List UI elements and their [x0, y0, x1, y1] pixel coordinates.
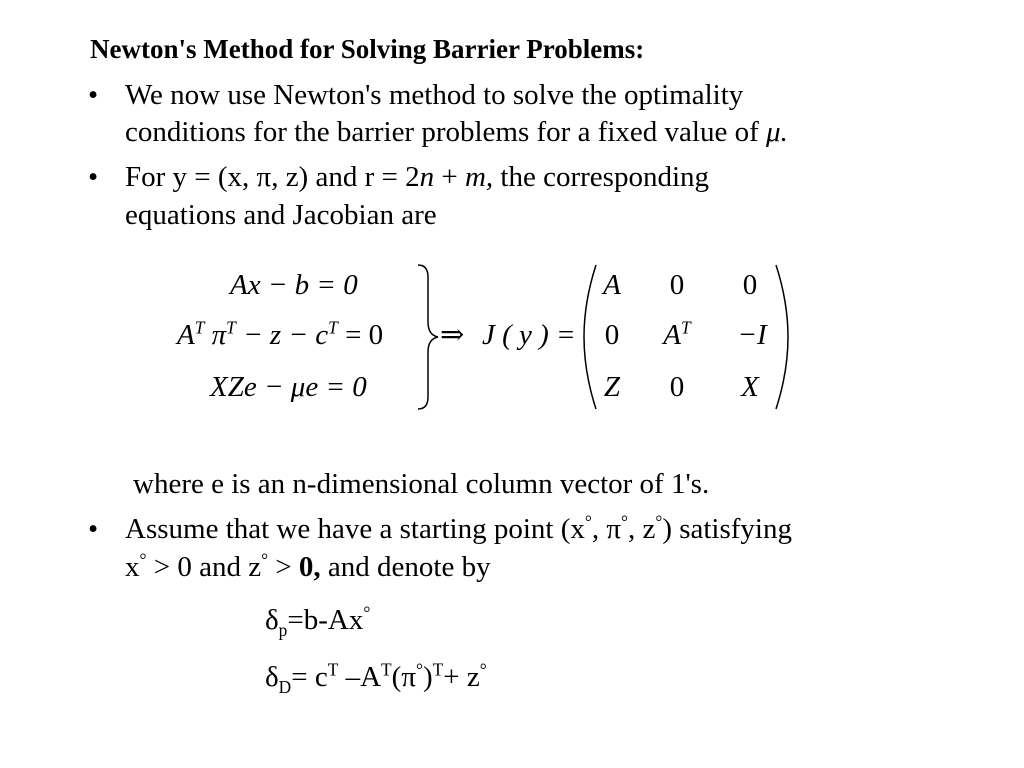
degree: ° [479, 659, 487, 680]
degree: ° [655, 511, 663, 532]
A: A [177, 319, 195, 351]
delta-p-definition [265, 602, 371, 640]
plus: + [434, 161, 465, 193]
text: and denote by [320, 551, 491, 583]
equation-2 [177, 318, 383, 352]
mu: μ. [766, 116, 788, 148]
text: Assume that we have a starting point (x [125, 513, 585, 545]
right-brace-icon [410, 262, 440, 412]
rhs: ) [422, 661, 433, 693]
pi: π [204, 319, 227, 351]
bullet-3: • [88, 513, 99, 545]
rhs: =b-Ax [287, 604, 364, 636]
equals-zero: = 0 [337, 319, 384, 351]
bullet-2-line-1 [125, 160, 709, 194]
T: T [194, 317, 205, 338]
degree: ° [584, 511, 592, 532]
matrix-cell [647, 318, 707, 352]
D: D [278, 676, 292, 697]
equation-1: Ax − b = 0 [230, 269, 358, 301]
degree: ° [415, 659, 423, 680]
equation-3: XZe − μe = 0 [210, 371, 367, 403]
text: the corresponding [493, 161, 710, 193]
text: > [268, 551, 299, 583]
matrix-cell: 0 [669, 371, 685, 403]
bullet-1: • [88, 79, 99, 111]
where-note: where e is an n-dimensional column vector of 1's. [133, 468, 710, 500]
bullet-2-line-2: equations and Jacobian are [125, 199, 437, 231]
matrix-cell: X [741, 371, 759, 403]
T: T [681, 317, 691, 338]
matrix-cell: Z [603, 371, 621, 403]
text: > 0 and z [146, 551, 262, 583]
rhs: + z [443, 661, 480, 693]
A: A [663, 319, 682, 351]
bullet-3-line-2 [125, 550, 491, 584]
slide-title: Newton's Method for Solving Barrier Problems: [90, 34, 645, 64]
pi: , π [591, 513, 621, 545]
T: T [432, 659, 444, 680]
implies-arrow: ⇒ [440, 319, 465, 351]
T: T [327, 659, 339, 680]
matrix-cell: 0 [669, 269, 685, 301]
rhs: = c [291, 661, 328, 693]
bold-zero: 0, [298, 551, 321, 583]
matrix-cell: 0 [604, 319, 620, 351]
T: T [226, 317, 236, 338]
p: p [278, 619, 288, 640]
T: T [328, 317, 338, 338]
delta-d-definition [265, 659, 487, 697]
bullet-1-line-1: We now use Newton's method to solve the optimality [125, 79, 744, 111]
z: , z [627, 513, 656, 545]
jacobian-label: J ( y ) = [482, 319, 576, 351]
rest: − z − c [235, 319, 329, 351]
matrix-cell: A [603, 269, 621, 301]
x: x [125, 551, 140, 583]
delta: δ [265, 604, 279, 636]
matrix-cell: 0 [742, 269, 758, 301]
rhs: (π [391, 661, 416, 693]
matrix-cell: −I [737, 319, 767, 351]
delta: δ [265, 661, 279, 693]
T: T [381, 659, 392, 680]
text: For y = (x, π, z) and r = 2 [125, 161, 420, 193]
bullet-1-line-2 [125, 115, 788, 149]
degree: ° [363, 602, 371, 623]
degree: ° [139, 549, 147, 570]
m: m, [464, 161, 494, 193]
text: conditions for the barrier problems for a fixed value of [125, 116, 767, 148]
degree: ° [261, 549, 269, 570]
text: ) satisfying [662, 513, 792, 545]
bullet-3-line-1 [125, 512, 792, 546]
n: n [419, 161, 435, 193]
bullet-2: • [88, 161, 99, 193]
rhs: –A [338, 661, 382, 693]
degree: ° [621, 511, 628, 532]
